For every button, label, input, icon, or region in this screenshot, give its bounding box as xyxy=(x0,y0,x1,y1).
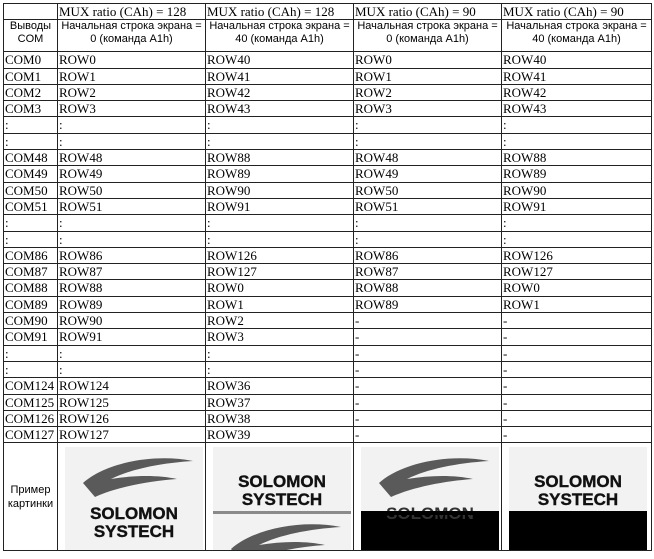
row-mapping-cell: ROW88 xyxy=(206,150,354,166)
com-pin-cell: COM127 xyxy=(4,427,58,443)
example-picture-cell xyxy=(502,443,652,551)
com-pin-cell: COM89 xyxy=(4,296,58,312)
com-pin-cell: COM48 xyxy=(4,150,58,166)
table-row xyxy=(4,198,652,214)
row-mapping-cell: - xyxy=(354,378,502,394)
com-pin-cell: COM3 xyxy=(4,101,58,117)
row-mapping-cell: ROW50 xyxy=(58,182,206,198)
row-mapping-cell: - xyxy=(502,394,652,410)
row-mapping-cell: ROW88 xyxy=(354,280,502,296)
row-mapping-cell: ROW38 xyxy=(206,410,354,426)
table-row xyxy=(4,182,652,198)
com-pin-cell: COM49 xyxy=(4,166,58,182)
row-mapping-cell: ROW87 xyxy=(354,264,502,280)
row-mapping-cell: ROW127 xyxy=(206,264,354,280)
row-mapping-cell: : xyxy=(206,215,354,231)
corner-cell xyxy=(4,4,58,20)
row-mapping-cell: : xyxy=(58,133,206,149)
row-mapping-cell: - xyxy=(502,329,652,345)
example-picture-4 xyxy=(509,447,647,550)
row-mapping-cell: ROW51 xyxy=(354,198,502,214)
table-row xyxy=(4,394,652,410)
svg-text:SOLOMON: SOLOMON xyxy=(238,472,326,492)
row-mapping-cell: ROW1 xyxy=(206,296,354,312)
com-pin-cell: COM51 xyxy=(4,198,58,214)
table-row xyxy=(4,329,652,345)
row-mapping-cell: : xyxy=(206,345,354,361)
row-mapping-cell: ROW88 xyxy=(502,150,652,166)
com-pin-cell: : xyxy=(4,345,58,361)
mux-ratio-header: MUX ratio (CAh) = 90 xyxy=(502,4,652,20)
com-pin-cell: COM2 xyxy=(4,84,58,100)
row-mapping-cell: ROW126 xyxy=(58,410,206,426)
table-row xyxy=(4,133,652,149)
mux-ratio-header: MUX ratio (CAh) = 128 xyxy=(58,4,206,20)
row-mapping-cell: ROW125 xyxy=(58,394,206,410)
row-mapping-cell: ROW91 xyxy=(58,329,206,345)
row-mapping-cell: ROW89 xyxy=(354,296,502,312)
row-mapping-cell: - xyxy=(502,345,652,361)
row-mapping-cell: ROW2 xyxy=(58,84,206,100)
row-mapping-cell: ROW48 xyxy=(58,150,206,166)
svg-text:SYSTECH: SYSTECH xyxy=(93,522,175,542)
example-picture-label: Пример картинки xyxy=(4,443,58,551)
com-pin-cell: COM88 xyxy=(4,280,58,296)
row-mapping-cell: : xyxy=(58,215,206,231)
row-mapping-cell: - xyxy=(354,361,502,377)
com-pin-cell: : xyxy=(4,231,58,247)
row-mapping-cell: - xyxy=(354,345,502,361)
table-row xyxy=(4,101,652,117)
table-row xyxy=(4,361,652,377)
table-row xyxy=(4,68,652,84)
example-picture-cell xyxy=(206,443,354,551)
com-pin-cell: : xyxy=(4,215,58,231)
row-mapping-cell: : xyxy=(206,361,354,377)
table-row xyxy=(4,231,652,247)
row-mapping-cell: - xyxy=(502,410,652,426)
com-pin-cell: COM86 xyxy=(4,247,58,263)
row-mapping-cell: ROW3 xyxy=(206,329,354,345)
row-mapping-cell: ROW51 xyxy=(58,198,206,214)
table-row xyxy=(4,117,652,133)
mux-ratio-header: MUX ratio (CAh) = 90 xyxy=(354,4,502,20)
table-row xyxy=(4,410,652,426)
row-mapping-cell: ROW86 xyxy=(354,247,502,263)
row-mapping-cell: ROW42 xyxy=(206,84,354,100)
row-mapping-cell: : xyxy=(354,117,502,133)
com-pin-cell: COM124 xyxy=(4,378,58,394)
row-mapping-cell: ROW37 xyxy=(206,394,354,410)
row-mapping-cell: : xyxy=(206,231,354,247)
com-pin-cell: COM125 xyxy=(4,394,58,410)
mux-ratio-header-row xyxy=(4,4,652,20)
row-mapping-cell: ROW89 xyxy=(206,166,354,182)
row-mapping-cell: - xyxy=(502,361,652,377)
table-body xyxy=(4,52,652,443)
row-mapping-cell: - xyxy=(354,427,502,443)
table-row xyxy=(4,296,652,312)
com-pin-cell: COM87 xyxy=(4,264,58,280)
row-mapping-cell: - xyxy=(502,313,652,329)
com-pin-cell: COM90 xyxy=(4,313,58,329)
row-mapping-cell: - xyxy=(502,427,652,443)
example-picture-2 xyxy=(213,447,351,550)
row-mapping-cell: ROW127 xyxy=(58,427,206,443)
com-pin-cell: COM91 xyxy=(4,329,58,345)
row-mapping-cell: ROW90 xyxy=(502,182,652,198)
row-mapping-cell: ROW3 xyxy=(354,101,502,117)
table-row xyxy=(4,150,652,166)
row-mapping-cell: : xyxy=(502,133,652,149)
row-mapping-cell: ROW42 xyxy=(502,84,652,100)
com-pin-cell: : xyxy=(4,117,58,133)
example-picture-cell xyxy=(58,443,206,551)
row-mapping-cell: ROW88 xyxy=(58,280,206,296)
mux-ratio-header: MUX ratio (CAh) = 128 xyxy=(206,4,354,20)
row-mapping-cell: ROW1 xyxy=(354,68,502,84)
row-mapping-cell: : xyxy=(354,231,502,247)
row-mapping-cell: ROW127 xyxy=(502,264,652,280)
row-mapping-cell: ROW48 xyxy=(354,150,502,166)
row-mapping-cell: ROW91 xyxy=(206,198,354,214)
svg-text:SOLOMON: SOLOMON xyxy=(90,504,178,524)
row-mapping-cell: - xyxy=(354,394,502,410)
row-mapping-cell: ROW89 xyxy=(502,166,652,182)
row-mapping-cell: ROW1 xyxy=(58,68,206,84)
table-row xyxy=(4,264,652,280)
example-picture-cell xyxy=(354,443,502,551)
table-row xyxy=(4,427,652,443)
start-line-header: Начальная строка экрана = 40 (команда A1h) xyxy=(502,20,652,52)
row-mapping-cell: ROW0 xyxy=(354,52,502,68)
row-mapping-cell: ROW0 xyxy=(206,280,354,296)
row-mapping-cell: : xyxy=(502,231,652,247)
row-mapping-cell: ROW0 xyxy=(58,52,206,68)
row-mapping-cell: ROW49 xyxy=(58,166,206,182)
table-row xyxy=(4,166,652,182)
svg-text:SYSTECH: SYSTECH xyxy=(537,490,619,510)
row-mapping-cell: ROW86 xyxy=(58,247,206,263)
com-pin-cell: : xyxy=(4,133,58,149)
table-row xyxy=(4,52,652,68)
row-mapping-cell: : xyxy=(58,345,206,361)
row-mapping-cell: ROW91 xyxy=(502,198,652,214)
row-mapping-cell: ROW41 xyxy=(502,68,652,84)
start-line-header: Начальная строка экрана = 40 (команда A1h) xyxy=(206,20,354,52)
row-mapping-cell: ROW2 xyxy=(206,313,354,329)
table-row xyxy=(4,215,652,231)
row-mapping-cell: ROW87 xyxy=(58,264,206,280)
row-mapping-cell: ROW2 xyxy=(354,84,502,100)
row-mapping-cell: ROW124 xyxy=(58,378,206,394)
row-mapping-cell: : xyxy=(354,133,502,149)
row-mapping-cell: : xyxy=(502,117,652,133)
row-mapping-cell: ROW126 xyxy=(206,247,354,263)
table-row xyxy=(4,280,652,296)
com-pin-cell: COM0 xyxy=(4,52,58,68)
com-pin-cell: COM126 xyxy=(4,410,58,426)
com-pin-cell: COM1 xyxy=(4,68,58,84)
row-mapping-cell: ROW89 xyxy=(58,296,206,312)
row-mapping-cell: ROW41 xyxy=(206,68,354,84)
row-mapping-cell: ROW126 xyxy=(502,247,652,263)
row-mapping-cell: - xyxy=(354,410,502,426)
row-mapping-cell: ROW43 xyxy=(206,101,354,117)
row-mapping-cell: ROW49 xyxy=(354,166,502,182)
row-mapping-cell: : xyxy=(206,133,354,149)
start-line-header: Начальная строка экрана = 0 (команда A1h) xyxy=(58,20,206,52)
com-row-mapping-table xyxy=(3,3,652,551)
row-mapping-cell: ROW0 xyxy=(502,280,652,296)
example-picture-3 xyxy=(361,447,499,550)
svg-text:SYSTECH: SYSTECH xyxy=(241,490,323,510)
start-line-header-row xyxy=(4,20,652,52)
example-picture-row xyxy=(4,443,652,551)
row-mapping-cell: ROW36 xyxy=(206,378,354,394)
table-row xyxy=(4,247,652,263)
table-row xyxy=(4,313,652,329)
table-row xyxy=(4,378,652,394)
example-picture-1 xyxy=(65,447,203,550)
row-mapping-cell: : xyxy=(58,117,206,133)
row-mapping-cell: ROW90 xyxy=(58,313,206,329)
row-mapping-cell: ROW1 xyxy=(502,296,652,312)
row-mapping-cell: : xyxy=(58,361,206,377)
row-mapping-cell: - xyxy=(354,313,502,329)
row-mapping-cell: : xyxy=(354,215,502,231)
row-mapping-cell: ROW40 xyxy=(502,52,652,68)
table-row xyxy=(4,84,652,100)
row-mapping-cell: ROW39 xyxy=(206,427,354,443)
com-pin-cell: COM50 xyxy=(4,182,58,198)
row-mapping-cell: ROW3 xyxy=(58,101,206,117)
row-mapping-cell: ROW90 xyxy=(206,182,354,198)
row-mapping-cell: : xyxy=(58,231,206,247)
row-mapping-cell: : xyxy=(206,117,354,133)
com-pins-header: Выводы COM xyxy=(4,20,58,52)
table-row xyxy=(4,345,652,361)
row-mapping-cell: ROW43 xyxy=(502,101,652,117)
row-mapping-cell: ROW50 xyxy=(354,182,502,198)
start-line-header: Начальная строка экрана = 0 (команда A1h) xyxy=(354,20,502,52)
row-mapping-cell: - xyxy=(354,329,502,345)
com-pin-cell: : xyxy=(4,361,58,377)
row-mapping-cell: - xyxy=(502,378,652,394)
row-mapping-cell: : xyxy=(502,215,652,231)
row-mapping-cell: ROW40 xyxy=(206,52,354,68)
svg-text:SOLOMON: SOLOMON xyxy=(534,472,622,492)
